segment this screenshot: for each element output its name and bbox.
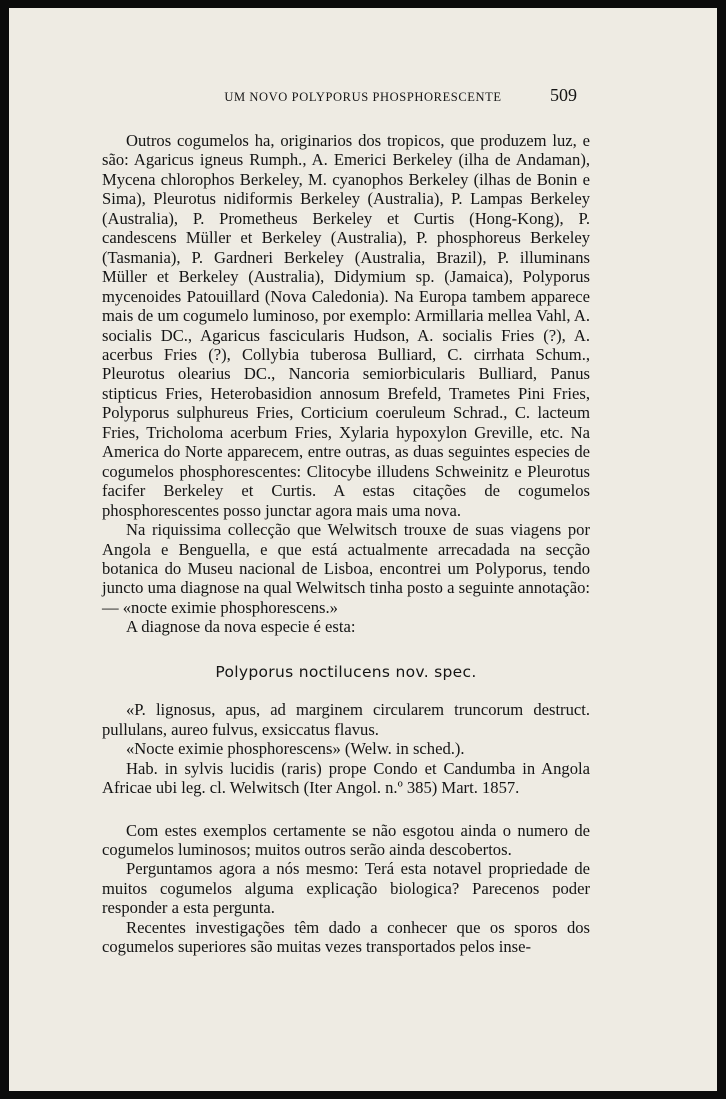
- paragraph-spore-transport: Recentes investigações têm dado a conhecer que os sporos dos cogumelos superiores são muitas vezes transportados pelos inse-: [102, 917, 590, 957]
- diagnosis-note: «Nocte eximie phosphorescens» (Welw. in sched.).: [126, 739, 465, 759]
- paragraph-biological-question: Perguntamos agora a nós mesmo: Terá esta notavel propriedade de muitos cogumelos alguma explicação biologica? Parecenos poder responder a esta pergunta.: [102, 859, 590, 918]
- book-page: [9, 8, 717, 1091]
- running-title: UM NOVO POLYPORUS PHOSPHORESCENTE: [224, 90, 502, 104]
- paragraph-luminous-fungi-list: Outros cogumelos ha, originarios dos tropicos, que produzem luz, e são: Agaricus igneus Rumph., A. Emerici Berkeley (ilha de Andaman), Mycena chlorophos Berkeley, M. cyanophos Berkeley (ilhas de Bonin e Sima), Pleurotus nidiformis Berkeley (Australia), P. Lampas Berkeley (Australia), P. Prometheus Berkeley et Curtis (Hong-Kong), P. candescens Müller et Berkeley (Australia), P. phosphoreus Berkeley (Tasmania), P. Gardneri Berkeley (Australia, Brazil), P. illuminans Müller et Berkeley (Australia), Didymium sp. (Jamaica), Polyporus mycenoides Patouillard (Nova Caledonia). Na Europa tambem apparece mais de um cogumelo luminoso, por exemplo: Armillaria mellea Vahl, A. socialis DC., Agaricus fascicularis Hudson, A. socialis Fries (?), A. acerbus Fries (?), Collybia tuberosa Bulliard, C. cirrhata Schum., Pleurotus olearius DC., Nancoria semiorbicularis Bulliard, Panus stipticus Fries, Heterobasidion annosum Brefeld, Trametes Pini Fries, Polyporus sulphureus Fries, Corticium coeruleum Schrad., C. lacteum Fries, Tricholoma acerbum Fries, Xylaria hypoxylon Greville, etc. Na America do Norte apparecem, entre outras, as duas seguintes especies de cogumelos phosphorescentes: Clitocybe illudens Schweinitz e Pleurotus facifer Berkeley et Curtis. A estas citações de cogumelos phosphorescentes posso junctar agora mais uma nova.: [102, 131, 590, 520]
- paragraph-diagnosis-intro: A diagnose da nova especie é esta:: [126, 617, 356, 637]
- paragraph-welwitsch-collection: Na riquissima collecção que Welwitsch trouxe de suas viagens por Angola e Benguella, e que está actualmente arrecadada na secção botanica do Museu nacional de Lisboa, encontrei um Polyporus, tendo juncto uma diagnose na qual Welwitsch tinha posto a seguinte annotação: — «nocte eximie phosphorescens.»: [102, 520, 590, 617]
- paragraph-more-examples: Com estes exemplos certamente se não esgotou ainda o numero de cogumelos luminosos; muitos outros serão ainda descobertos.: [102, 820, 590, 859]
- diagnosis-habitat: Hab. in sylvis lucidis (raris) prope Condo et Candumba in Angola Africae ubi leg. cl. Welwitsch (Iter Angol. n.º 385) Mart. 1857.: [102, 758, 590, 798]
- diagnosis-description: «P. lignosus, apus, ad marginem circularem truncorum destruct. pullulans, aureo fulvus, exsiccatus flavus.: [102, 700, 590, 739]
- species-heading: Polyporus noctilucens nov. spec.: [215, 662, 477, 681]
- section-spacer: [102, 798, 590, 821]
- body-text: [102, 131, 590, 957]
- page-number: 509: [550, 85, 577, 105]
- page-header: [9, 85, 717, 110]
